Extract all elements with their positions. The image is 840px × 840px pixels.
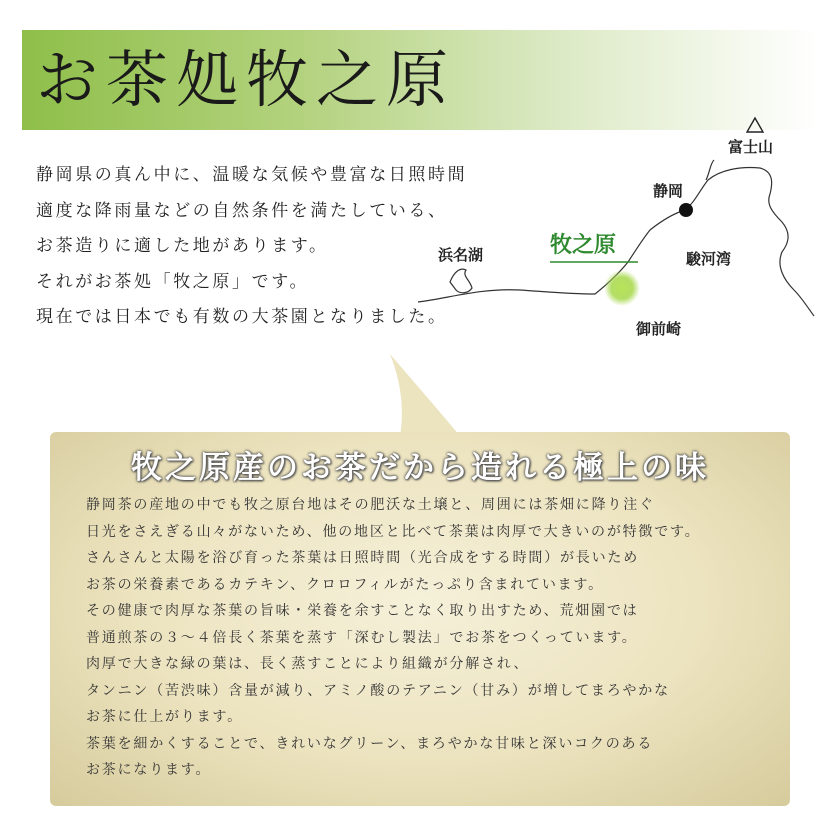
body-line: 茶葉を細かくすることで、きれいなグリーン、まろやかな甘味と深いコクのある	[86, 735, 654, 752]
intro-line: それがお茶処「牧之原」です。	[36, 271, 310, 292]
body-line: お茶になります。	[86, 762, 212, 778]
body-line: さんさんと太陽を浴び育った茶葉は日照時間（光合成をする時間）が長いため	[86, 550, 639, 566]
panel-body	[86, 492, 786, 784]
fuji-mountain-icon	[747, 118, 763, 132]
shizuoka-map	[410, 112, 830, 352]
body-line: お茶に仕上がります。	[86, 709, 243, 725]
parchment-tab	[370, 352, 460, 436]
hamanako-shape	[450, 269, 472, 293]
makinohara-glow	[604, 270, 640, 306]
body-line: 静岡茶の産地の中でも牧之原台地はその肥沃な土壌と、周囲には茶畑に降り注ぐ	[86, 497, 655, 513]
page-title: お茶処牧之原	[36, 43, 457, 116]
intro-line: お茶造りに適した地があります。	[36, 236, 329, 256]
body-line: 普通煎茶の３～４倍長く茶葉を蒸す「深むし製法」でお茶をつくっています。	[86, 629, 638, 646]
surugawan-label: 駿河湾	[686, 250, 732, 268]
shizuoka-dot	[679, 203, 693, 217]
intro-line: 現在では日本でも有数の大茶園となりました。	[36, 307, 448, 327]
hamanako-label: 浜名湖	[438, 246, 484, 264]
shizuoka-label: 静岡	[653, 182, 684, 200]
fuji-label: 富士山	[728, 138, 774, 156]
body-line: 日光をさえぎる山々がないため、他の地区と比べて茶葉は肉厚で大きいのが特徴です。	[86, 523, 701, 540]
body-line: 肉厚で大きな緑の葉は、長く蒸すことにより組織が分解され、	[86, 656, 530, 672]
body-line: タンニン（苦渋味）含量が減り、アミノ酸のテアニン（甘み）が増してまろやかな	[86, 682, 670, 699]
intro-line: 静岡県の真ん中に、温暖な気候や豊富な日照時間	[36, 165, 468, 185]
parchment-panel	[50, 432, 790, 806]
intro-line: 適度な降雨量などの自然条件を満たしている、	[36, 200, 448, 221]
makinohara-label: 牧之原	[550, 233, 617, 258]
body-line: その健康で肉厚な茶葉の旨味・栄養を余すことなく取り出すため、荒畑園では	[86, 603, 639, 619]
body-line: お茶の栄養素であるカテキン、クロロフィルがたっぷり含まれています。	[86, 576, 604, 593]
omaezaki-label: 御前崎	[636, 320, 682, 338]
panel-title: 牧之原産のお茶だから造れる極上の味	[131, 450, 709, 486]
